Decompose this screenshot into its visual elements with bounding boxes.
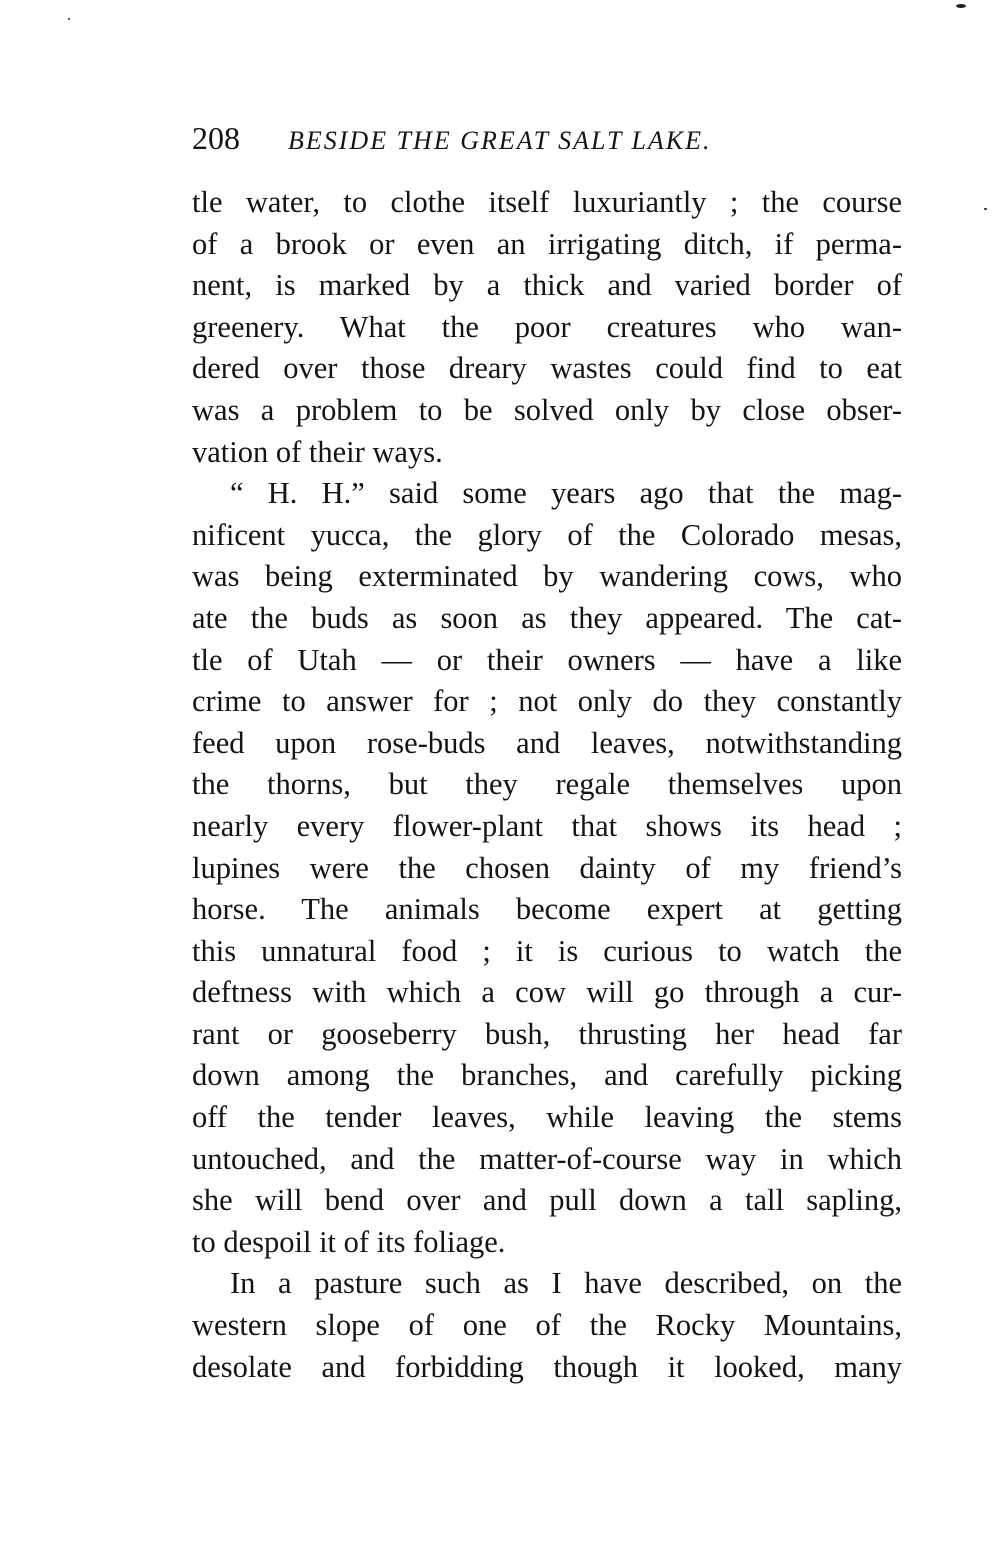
paragraph-1	[192, 182, 902, 473]
text-line: ate the buds as soon as they appeared. The cat-	[192, 600, 902, 635]
text-line: dered over those dreary wastes could find to eat	[192, 351, 902, 386]
text-line: desolate and forbidding though it looked, many	[192, 1349, 902, 1384]
text-line: was being exterminated by wandering cows, who	[192, 559, 902, 594]
text-line: “ H. H.” said some years ago that the mag-	[230, 476, 902, 511]
text-line: to despoil it of its foliage.	[192, 1224, 506, 1259]
text-line: nificent yucca, the glory of the Colorado mesas,	[192, 517, 902, 552]
page-header	[192, 118, 902, 158]
ink-speck	[68, 18, 70, 20]
text-line: feed upon rose-buds and leaves, notwithstanding	[192, 725, 902, 760]
text-line: western slope of one of the Rocky Mountains,	[192, 1308, 902, 1343]
text-line: horse. The animals become expert at getting	[192, 892, 902, 927]
text-line: tle water, to clothe itself luxuriantly ; the course	[192, 185, 902, 219]
text-line: untouched, and the matter-of-course way in which	[192, 1141, 902, 1176]
text-line: was a problem to be solved only by close obser-	[192, 392, 902, 427]
text-line: this unnatural food ; it is curious to watch the	[192, 933, 902, 968]
ink-speck	[956, 4, 966, 8]
text-line: greenery. What the poor creatures who wan-	[192, 309, 902, 344]
text-line: nearly every flower-plant that shows its head ;	[192, 808, 902, 843]
text-line: down among the branches, and carefully picking	[192, 1058, 902, 1093]
text-line: deftness with which a cow will go through a cur-	[192, 975, 902, 1010]
paragraph-2	[192, 473, 902, 1263]
text-line: rant or gooseberry bush, thrusting her head far	[192, 1016, 902, 1051]
text-line: the thorns, but they regale themselves upon	[192, 767, 902, 802]
text-line: vation of their ways.	[192, 434, 443, 469]
text-line: off the tender leaves, while leaving the stems	[192, 1100, 902, 1135]
text-line: lupines were the chosen dainty of my friend’s	[192, 850, 902, 885]
text-line: tle of Utah — or their owners — have a like	[192, 642, 902, 677]
page-number: 208	[192, 120, 240, 156]
ink-speck	[984, 208, 987, 210]
text-line: In a pasture such as I have described, on the	[230, 1266, 902, 1301]
text-line: she will bend over and pull down a tall sapling,	[192, 1183, 902, 1218]
running-head: BESIDE THE GREAT SALT LAKE.	[288, 126, 712, 155]
body-text	[192, 182, 902, 1388]
paragraph-3	[192, 1263, 902, 1388]
text-line: of a brook or even an irrigating ditch, if perma-	[192, 226, 902, 261]
text-line: nent, is marked by a thick and varied border of	[192, 268, 902, 303]
text-line: crime to answer for ; not only do they constantly	[192, 684, 902, 719]
